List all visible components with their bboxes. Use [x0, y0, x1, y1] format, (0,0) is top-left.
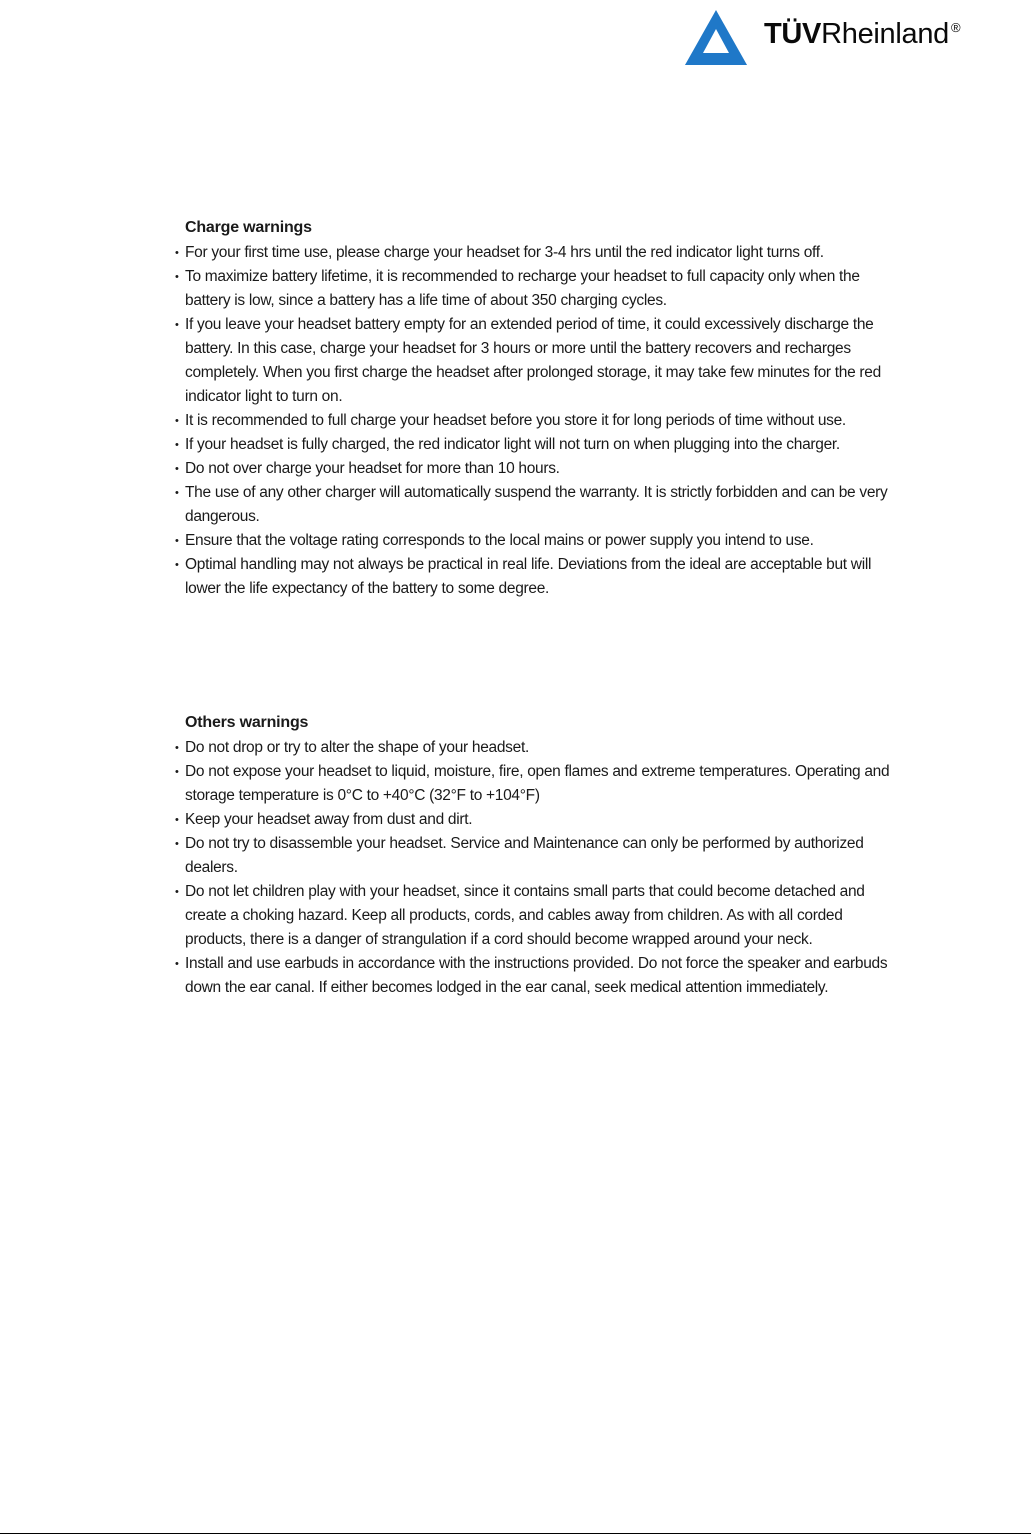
other-warning-item: • Do not let children play with your headset, since it contains small parts that could become detached and create a choking hazard. Keep all products, cords, and cables away from children. As with all corded products, there is a danger of strangulation if a cord should become wrapped around your neck. [175, 880, 895, 952]
other-warning-item: • Install and use earbuds in accordance with the instructions provided. Do not force the speaker and earbuds down the ear canal. If either becomes lodged in the ear canal, seek medical attention immediately. [175, 952, 895, 1000]
charge-warnings-title: Charge warnings [185, 219, 312, 236]
other-warning-item: • Do not expose your headset to liquid, moisture, fire, open flames and extreme temperatures. Operating and storage temperature is 0°C to +40°C (32°F to +104°F) [175, 760, 895, 808]
charge-warning-item: • Do not over charge your headset for more than 10 hours. [175, 457, 895, 481]
charge-warning-item: • For your first time use, please charge your headset for 3-4 hrs until the red indicator light turns off. [175, 241, 895, 265]
other-warning-item: • Do not drop or try to alter the shape of your headset. [175, 736, 895, 760]
charge-warnings-section [175, 217, 895, 601]
other-warnings-list [175, 736, 895, 1000]
charge-warning-item: • If you leave your headset battery empty for an extended period of time, it could excessively discharge the battery. In this case, charge your headset for 3 hours or more until the battery recovers and recharges completely. When you first charge the headset after prolonged storage, it may take few minutes for the red indicator light to turn on. [175, 313, 895, 409]
tuv-rheinland-logo [680, 6, 1016, 70]
tuv-triangle-icon [683, 8, 749, 68]
brand-name-regular: Rheinland [821, 18, 950, 50]
registered-mark: ® [951, 20, 961, 35]
charge-warnings-list [175, 241, 895, 601]
other-warnings-title: Others warnings [185, 714, 309, 731]
footer-divider [0, 1533, 1031, 1534]
charge-warning-item: • Ensure that the voltage rating corresponds to the local mains or power supply you intend to use. [175, 529, 895, 553]
other-warnings-section [175, 712, 895, 1000]
other-warning-item: • Keep your headset away from dust and dirt. [175, 808, 895, 832]
brand-wordmark [764, 18, 960, 51]
charge-warning-item: • The use of any other charger will automatically suspend the warranty. It is strictly forbidden and can be very dangerous. [175, 481, 895, 529]
other-warning-item: • Do not try to disassemble your headset. Service and Maintenance can only be performed by authorized dealers. [175, 832, 895, 880]
charge-warning-item: • Optimal handling may not always be practical in real life. Deviations from the ideal are acceptable but will lower the life expectancy of the battery to some degree. [175, 553, 895, 601]
charge-warning-item: • If your headset is fully charged, the red indicator light will not turn on when plugging into the charger. [175, 433, 895, 457]
charge-warning-item: • It is recommended to full charge your headset before you store it for long periods of time without use. [175, 409, 895, 433]
charge-warning-item: • To maximize battery lifetime, it is recommended to recharge your headset to full capacity only when the battery is low, since a battery has a life time of about 350 charging cycles. [175, 265, 895, 313]
brand-name-bold: TÜV [764, 18, 822, 50]
